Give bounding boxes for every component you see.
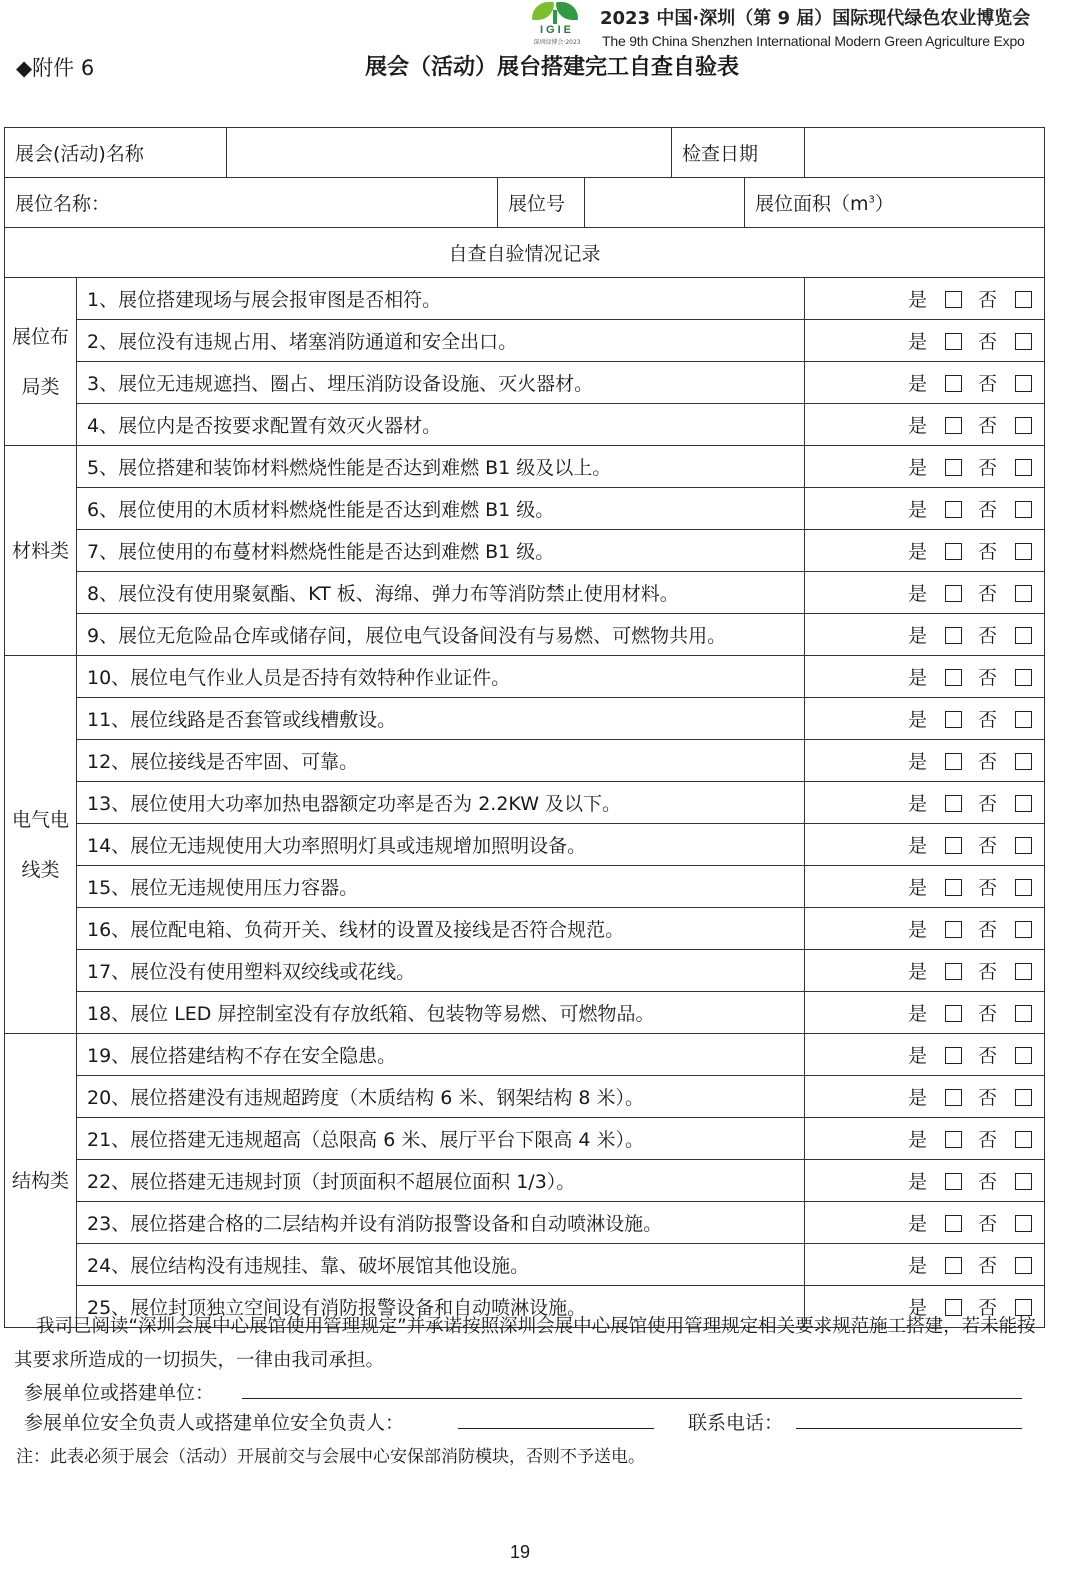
yes-label: 是 — [908, 1003, 928, 1025]
checklist-row — [5, 530, 1045, 572]
event-name-field[interactable] — [227, 128, 672, 178]
yes-label: 是 — [908, 415, 928, 437]
no-checkbox[interactable] — [1015, 291, 1032, 308]
booth-no-label: 展位号 — [498, 178, 585, 228]
checklist-item-text: 1、展位搭建现场与展会报审图是否相符。 — [77, 278, 805, 320]
no-label: 否 — [978, 1003, 998, 1025]
yes-checkbox[interactable] — [945, 585, 962, 602]
checklist-item-text: 17、展位没有使用塑料双绞线或花线。 — [77, 950, 805, 992]
yes-label: 是 — [908, 1045, 928, 1067]
yes-no-cell — [805, 614, 1045, 656]
checklist-row — [5, 698, 1045, 740]
no-checkbox[interactable] — [1015, 1131, 1032, 1148]
yes-no-cell — [805, 1244, 1045, 1286]
checklist-row — [5, 320, 1045, 362]
no-checkbox[interactable] — [1015, 753, 1032, 770]
yes-checkbox[interactable] — [945, 375, 962, 392]
checklist-row — [5, 488, 1045, 530]
yes-no-cell — [805, 488, 1045, 530]
yes-no-cell — [805, 1034, 1045, 1076]
yes-no-cell — [805, 656, 1045, 698]
checklist-row — [5, 362, 1045, 404]
checklist-row — [5, 1034, 1045, 1076]
checklist-item-text: 23、展位搭建合格的二层结构并设有消防报警设备和自动喷淋设施。 — [77, 1202, 805, 1244]
yes-no-cell — [805, 992, 1045, 1034]
yes-label: 是 — [908, 541, 928, 563]
checklist-row — [5, 866, 1045, 908]
category-electric: 电气电线类 — [5, 656, 77, 1034]
booth-area-label: 展位面积（m — [755, 193, 869, 215]
no-label: 否 — [978, 289, 998, 311]
yes-label: 是 — [908, 667, 928, 689]
yes-label: 是 — [908, 583, 928, 605]
checklist-item-text: 11、展位线路是否套管或线槽敷设。 — [77, 698, 805, 740]
checklist-item-text: 5、展位搭建和装饰材料燃烧性能是否达到难燃 B1 级及以上。 — [77, 446, 805, 488]
yes-no-cell — [805, 362, 1045, 404]
yes-no-cell — [805, 698, 1045, 740]
declaration-text: 我司已阅读“深圳会展中心展馆使用管理规定”并承诺按照深圳会展中心展馆使用管理规定相关要求规范施工搭建，若未能按其要求所造成的一切损失，一律由我司承担。 — [14, 1316, 1036, 1371]
booth-name-cell[interactable] — [5, 178, 498, 228]
yes-checkbox[interactable] — [945, 543, 962, 560]
yes-label: 是 — [908, 877, 928, 899]
yes-no-cell — [805, 530, 1045, 572]
checklist-item-text: 8、展位没有使用聚氨酯、KT 板、海绵、弹力布等消防禁止使用材料。 — [77, 572, 805, 614]
yes-checkbox[interactable] — [945, 1257, 962, 1274]
no-checkbox[interactable] — [1015, 711, 1032, 728]
checklist-item-text: 20、展位搭建没有违规超跨度（木质结构 6 米、钢架结构 8 米）。 — [77, 1076, 805, 1118]
no-label: 否 — [978, 499, 998, 521]
yes-checkbox[interactable] — [945, 1131, 962, 1148]
no-checkbox[interactable] — [1015, 1005, 1032, 1022]
page-number: 19 — [509, 1542, 531, 1562]
yes-label: 是 — [908, 835, 928, 857]
checklist-item-text: 9、展位无危险品仓库或储存间，展位电气设备间没有与易燃、可燃物共用。 — [77, 614, 805, 656]
checklist-item-text: 12、展位接线是否牢固、可靠。 — [77, 740, 805, 782]
check-date-label: 检查日期 — [672, 128, 805, 178]
yes-checkbox[interactable] — [945, 417, 962, 434]
checklist-item-text: 19、展位搭建结构不存在安全隐患。 — [77, 1034, 805, 1076]
checklist-row — [5, 278, 1045, 320]
booth-no-field[interactable] — [585, 178, 745, 228]
checklist-item-text: 2、展位没有违规占用、堵塞消防通道和安全出口。 — [77, 320, 805, 362]
yes-label: 是 — [908, 793, 928, 815]
no-label: 否 — [978, 415, 998, 437]
checklist-item-text: 24、展位结构没有违规挂、靠、破坏展馆其他设施。 — [77, 1244, 805, 1286]
yes-no-cell — [805, 572, 1045, 614]
leaf-icon — [556, 2, 578, 20]
expo-title-en: The 9th China Shenzhen International Modern Green Agriculture Expo — [602, 33, 1025, 49]
no-label: 否 — [978, 1087, 998, 1109]
checklist-row — [5, 614, 1045, 656]
no-checkbox[interactable] — [1015, 921, 1032, 938]
yes-checkbox[interactable] — [945, 627, 962, 644]
event-info-row — [5, 128, 1045, 178]
unit-label: 参展单位或搭建单位： — [24, 1382, 215, 1404]
no-checkbox[interactable] — [1015, 879, 1032, 896]
checklist-row — [5, 1202, 1045, 1244]
yes-checkbox[interactable] — [945, 459, 962, 476]
no-label: 否 — [978, 709, 998, 731]
no-checkbox[interactable] — [1015, 795, 1032, 812]
yes-label: 是 — [908, 1255, 928, 1277]
yes-no-cell — [805, 782, 1045, 824]
checklist-item-text: 15、展位无违规使用压力容器。 — [77, 866, 805, 908]
yes-checkbox[interactable] — [945, 711, 962, 728]
yes-no-cell — [805, 320, 1045, 362]
yes-label: 是 — [908, 1213, 928, 1235]
checklist-row — [5, 1160, 1045, 1202]
unit-signature-line[interactable] — [242, 1398, 1022, 1399]
yes-label: 是 — [908, 751, 928, 773]
checklist-item-text: 14、展位无违规使用大功率照明灯具或违规增加照明设备。 — [77, 824, 805, 866]
no-checkbox[interactable] — [1015, 1215, 1032, 1232]
category-material: 材料类 — [5, 446, 77, 656]
checklist-row — [5, 908, 1045, 950]
yes-checkbox[interactable] — [945, 963, 962, 980]
document-title: 展会（活动）展台搭建完工自查自验表 — [364, 55, 739, 80]
yes-no-cell — [805, 1160, 1045, 1202]
checklist-item-text: 13、展位使用大功率加热电器额定功率是否为 2.2KW 及以下。 — [77, 782, 805, 824]
yes-no-cell — [805, 1076, 1045, 1118]
yes-no-cell — [805, 1202, 1045, 1244]
yes-no-cell — [805, 446, 1045, 488]
checklist-row — [5, 1118, 1045, 1160]
logo-subtext: 深圳绿博会·2023 — [533, 39, 581, 46]
no-label: 否 — [978, 877, 998, 899]
no-checkbox[interactable] — [1015, 963, 1032, 980]
no-checkbox[interactable] — [1015, 459, 1032, 476]
yes-label: 是 — [908, 457, 928, 479]
yes-no-cell — [805, 824, 1045, 866]
yes-checkbox[interactable] — [945, 921, 962, 938]
event-name-label: 展会(活动)名称 — [5, 128, 227, 178]
yes-label: 是 — [908, 499, 928, 521]
yes-label: 是 — [908, 1297, 928, 1319]
no-checkbox[interactable] — [1015, 837, 1032, 854]
check-date-field[interactable] — [805, 128, 1045, 178]
attachment-label: ◆附件 6 — [16, 56, 95, 80]
no-label: 否 — [978, 331, 998, 353]
no-checkbox[interactable] — [1015, 1047, 1032, 1064]
yes-label: 是 — [908, 331, 928, 353]
no-checkbox[interactable] — [1015, 543, 1032, 560]
yes-label: 是 — [908, 289, 928, 311]
stem-icon — [553, 10, 557, 24]
category-layout: 展位布局类 — [5, 278, 77, 446]
yes-label: 是 — [908, 1087, 928, 1109]
no-label: 否 — [978, 919, 998, 941]
booth-area-cell[interactable] — [745, 178, 1045, 228]
yes-label: 是 — [908, 625, 928, 647]
no-label: 否 — [978, 961, 998, 983]
no-label: 否 — [978, 835, 998, 857]
checklist-item-text: 18、展位 LED 屏控制室没有存放纸箱、包装物等易燃、可燃物品。 — [77, 992, 805, 1034]
no-label: 否 — [978, 1129, 998, 1151]
no-label: 否 — [978, 1297, 998, 1319]
no-label: 否 — [978, 667, 998, 689]
no-label: 否 — [978, 1045, 998, 1067]
yes-checkbox[interactable] — [945, 1173, 962, 1190]
category-structure: 结构类 — [5, 1034, 77, 1328]
no-label: 否 — [978, 793, 998, 815]
no-label: 否 — [978, 1255, 998, 1277]
no-checkbox[interactable] — [1015, 333, 1032, 350]
no-label: 否 — [978, 457, 998, 479]
no-label: 否 — [978, 625, 998, 647]
no-label: 否 — [978, 583, 998, 605]
no-label: 否 — [978, 751, 998, 773]
booth-area-unit-sup: 3 — [868, 194, 875, 206]
yes-no-cell — [805, 950, 1045, 992]
no-checkbox[interactable] — [1015, 1257, 1032, 1274]
no-checkbox[interactable] — [1015, 501, 1032, 518]
no-checkbox[interactable] — [1015, 1089, 1032, 1106]
checklist-item-text: 21、展位搭建无违规超高（总限高 6 米、展厅平台下限高 4 米）。 — [77, 1118, 805, 1160]
checklist-item-text: 3、展位无违规遮挡、圈占、埋压消防设备设施、灭火器材。 — [77, 362, 805, 404]
no-checkbox[interactable] — [1015, 375, 1032, 392]
checklist-item-text: 25、展位封顶独立空间设有消防报警设备和自动喷淋设施。 — [77, 1286, 805, 1328]
no-checkbox[interactable] — [1015, 585, 1032, 602]
checklist-item-text: 10、展位电气作业人员是否持有效特种作业证件。 — [77, 656, 805, 698]
yes-checkbox[interactable] — [945, 753, 962, 770]
checklist-row — [5, 656, 1045, 698]
no-checkbox[interactable] — [1015, 627, 1032, 644]
checklist-row — [5, 824, 1045, 866]
yes-no-cell — [805, 404, 1045, 446]
yes-label: 是 — [908, 373, 928, 395]
checklist-item-text: 6、展位使用的木质材料燃烧性能是否达到难燃 B1 级。 — [77, 488, 805, 530]
safety-officer-label: 参展单位安全负责人或搭建单位安全负责人： — [24, 1412, 405, 1434]
yes-no-cell — [805, 908, 1045, 950]
yes-checkbox[interactable] — [945, 1005, 962, 1022]
checklist-row — [5, 950, 1045, 992]
checklist-item-text: 16、展位配电箱、负荷开关、线材的设置及接线是否符合规范。 — [77, 908, 805, 950]
yes-checkbox[interactable] — [945, 795, 962, 812]
yes-label: 是 — [908, 919, 928, 941]
yes-no-cell — [805, 740, 1045, 782]
yes-checkbox[interactable] — [945, 501, 962, 518]
checklist-item-text: 4、展位内是否按要求配置有效灭火器材。 — [77, 404, 805, 446]
yes-checkbox[interactable] — [945, 333, 962, 350]
no-checkbox[interactable] — [1015, 1173, 1032, 1190]
yes-label: 是 — [908, 1171, 928, 1193]
yes-no-cell — [805, 866, 1045, 908]
footnote: 注：此表必须于展会（活动）开展前交与会展中心安保部消防模块，否则不予送电。 — [16, 1447, 645, 1467]
leaf-icon — [532, 2, 554, 20]
yes-checkbox[interactable] — [945, 1215, 962, 1232]
no-label: 否 — [978, 1213, 998, 1235]
no-label: 否 — [978, 541, 998, 563]
checklist-row — [5, 572, 1045, 614]
yes-label: 是 — [908, 1129, 928, 1151]
phone-label: 联系电话： — [688, 1412, 784, 1434]
inspection-form-table — [4, 127, 1045, 1328]
yes-label: 是 — [908, 709, 928, 731]
no-label: 否 — [978, 1171, 998, 1193]
checklist-row — [5, 1244, 1045, 1286]
checklist-row — [5, 740, 1045, 782]
section-heading: 自查自验情况记录 — [5, 228, 1045, 278]
yes-checkbox[interactable] — [945, 669, 962, 686]
section-heading-row — [5, 228, 1045, 278]
yes-no-cell — [805, 1118, 1045, 1160]
yes-no-cell — [805, 278, 1045, 320]
no-label: 否 — [978, 373, 998, 395]
safety-officer-signature-line[interactable] — [458, 1428, 654, 1429]
checklist-item-text: 22、展位搭建无违规封顶（封顶面积不超展位面积 1/3）。 — [77, 1160, 805, 1202]
phone-input-line[interactable] — [796, 1428, 1022, 1429]
no-checkbox[interactable] — [1015, 417, 1032, 434]
yes-checkbox[interactable] — [945, 291, 962, 308]
yes-label: 是 — [908, 961, 928, 983]
checklist-row — [5, 782, 1045, 824]
logo-text: IGIE — [539, 24, 574, 36]
checklist-row — [5, 992, 1045, 1034]
no-checkbox[interactable] — [1015, 669, 1032, 686]
yes-checkbox[interactable] — [945, 879, 962, 896]
checklist-item-text: 7、展位使用的布蔓材料燃烧性能是否达到难燃 B1 级。 — [77, 530, 805, 572]
booth-name-label: 展位名称： — [15, 193, 111, 215]
expo-logo — [524, 0, 590, 48]
expo-title-cn: 2023 中国·深圳（第 9 届）国际现代绿色农业博览会 — [600, 8, 1031, 29]
yes-checkbox[interactable] — [945, 837, 962, 854]
booth-area-close: ） — [874, 193, 894, 215]
yes-checkbox[interactable] — [945, 1047, 962, 1064]
checklist-row — [5, 1076, 1045, 1118]
yes-checkbox[interactable] — [945, 1089, 962, 1106]
booth-info-row — [5, 178, 1045, 228]
checklist-row — [5, 404, 1045, 446]
checklist-row — [5, 446, 1045, 488]
